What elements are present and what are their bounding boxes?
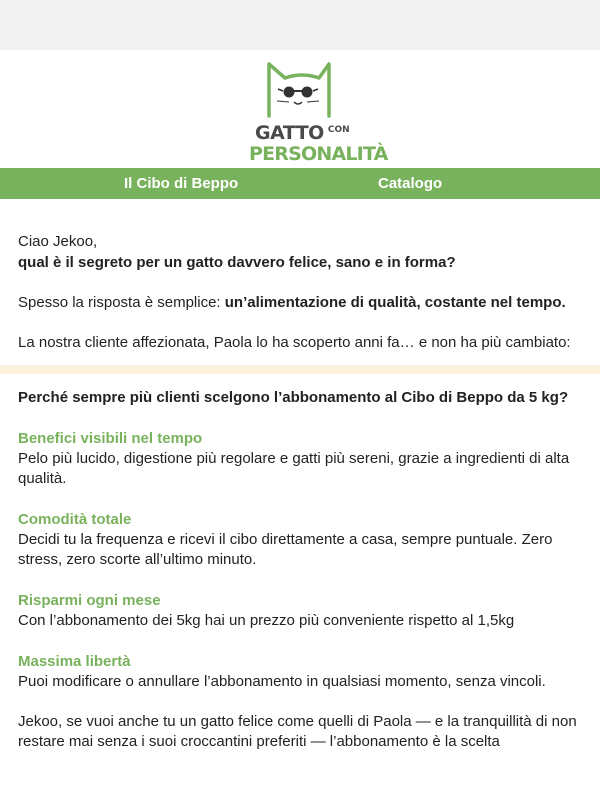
nav-link-catalogo[interactable]: Catalogo	[378, 175, 443, 192]
header	[0, 50, 600, 168]
brand-logo[interactable]	[247, 58, 388, 166]
closing-text: Jekoo, se vuoi anche tu un gatto felice come quelli di Paola — e la tranquillità di non restare mai senza i suoi croccantini preferiti — l’abbonamento è la scelta	[18, 713, 577, 750]
benefit-title: Massima libertà	[18, 653, 131, 670]
intro-answer: Spesso la risposta è semplice: un’alimentazione di qualità, costante nel tempo.	[18, 294, 566, 311]
nav-link-cibo-di-beppo[interactable]: Il Cibo di Beppo	[124, 175, 239, 192]
benefit-title: Benefici visibili nel tempo	[18, 430, 203, 447]
benefit-text: Con l’abbonamento dei 5kg hai un prezzo più conveniente rispetto al 1,5kg	[18, 612, 515, 629]
section-divider	[0, 365, 600, 374]
greeting: Ciao Jekoo,	[18, 233, 98, 250]
logo-wordmark-top: GATTO $^{CON}$	[255, 122, 350, 144]
benefit-title: Comodità totale	[18, 511, 132, 528]
benefits-section	[0, 374, 600, 752]
client-story: La nostra cliente affezionata, Paola lo ha scoperto anni fa… e non ha più cambiato:	[18, 334, 571, 351]
intro-question: qual è il segreto per un gatto davvero felice, sano e in forma?	[18, 254, 456, 271]
benefit-title: Risparmi ogni mese	[18, 592, 161, 609]
email-top-bar	[0, 0, 600, 50]
benefits-heading: Perché sempre più clienti scelgono l’abbonamento al Cibo di Beppo da 5 kg?	[18, 389, 569, 406]
benefit-text: Puoi modificare o annullare l’abbonamento in qualsiasi momento, senza vincoli.	[18, 673, 546, 690]
benefit-text: Pelo più lucido, digestione più regolare e gatti più sereni, grazie a ingredienti di alta qualità.	[18, 450, 570, 487]
main-nav	[0, 168, 600, 199]
logo-wordmark-bottom: PERSONALITÀ	[249, 143, 388, 165]
cat-sunglasses-icon	[247, 58, 357, 128]
intro-section	[0, 199, 600, 353]
benefit-text: Decidi tu la frequenza e ricevi il cibo direttamente a casa, sempre puntuale. Zero stress, zero scorte all’ultimo minuto.	[18, 531, 553, 568]
